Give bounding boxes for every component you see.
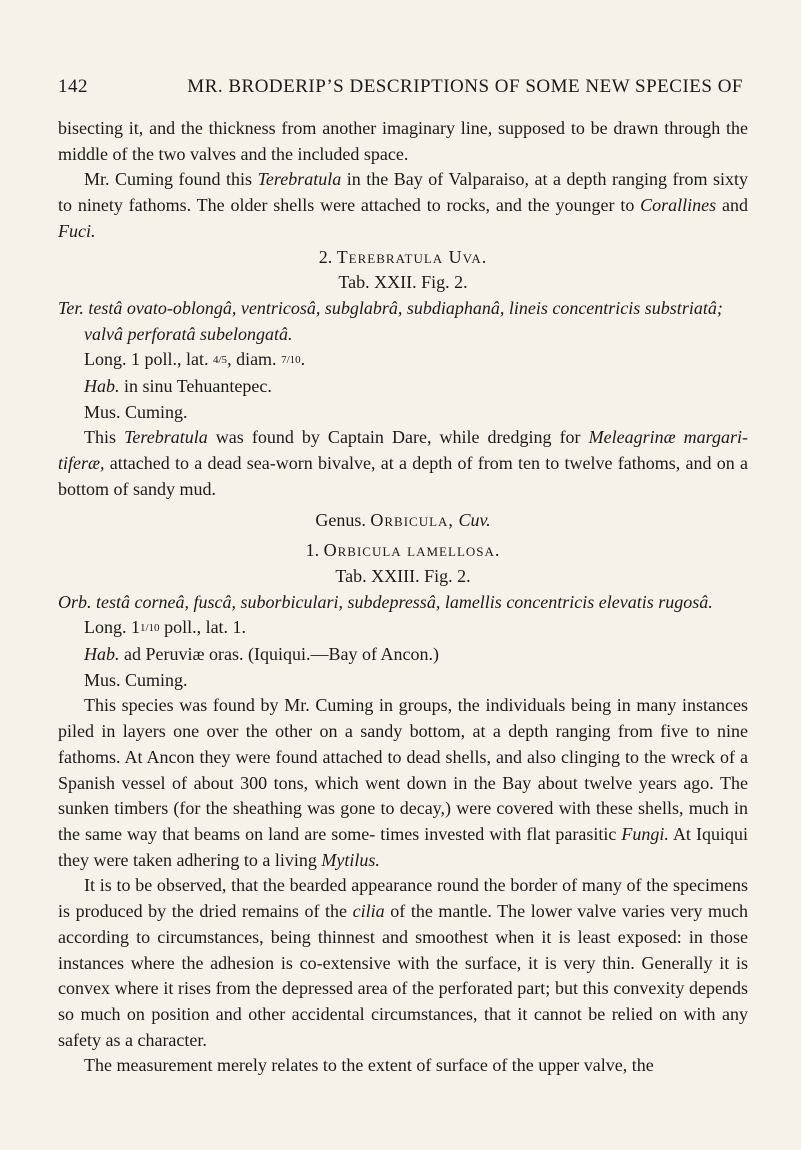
paragraph-valparaiso: Mr. Cuming found this Terebratula in the Bay of Valparaiso, at a depth ranging from sixty to ninety fathoms. The older shells were attached to rocks, and the younger to Corallines and Fuci. xyxy=(58,169,749,241)
measurements-uva: Long. 1 poll., lat. 4/5, diam. 7/10. xyxy=(84,349,306,370)
species-heading-lamellosa: 1. Orbicula lamellosa. xyxy=(305,540,501,561)
museum-uva: Mus. Cuming. xyxy=(84,401,188,422)
page-number: 142 xyxy=(58,76,88,97)
paragraph-lamellosa-measurement: The measurement merely relates to the extent of surface of the upper valve, the xyxy=(84,1055,654,1076)
paragraph-continuation: bisecting it, and the thickness from another imaginary line, supposed to be drawn through the middle of the two valves and the included space. xyxy=(58,118,748,164)
genus-heading: Genus. Orbicula, Cuv. xyxy=(315,509,491,530)
paragraph-lamellosa-cilia: It is to be observed, that the bearded appearance round the border of many of the specimens is produced by the dried remains of the cilia of the mantle. The lower valve varies very much according to circumstances, being thinnest and smoothest when it is least exposed: in those instances where the adhesion is co-extensive with the surface, it is very thin. Generally it is convex where it rises from the depressed area of the perforated part; but this convexity depends so much on position and other accidental circumstances, that it cannot be relied on with any safety as a character. xyxy=(58,875,748,1050)
plate-reference-lamellosa: Tab. XXIII. Fig. 2. xyxy=(335,565,471,586)
habitat-lamellosa: Hab. ad Peruviæ oras. (Iquiqui.—Bay of Ancon.) xyxy=(84,644,439,665)
species-heading-uva: 2. Terebratula Uva. xyxy=(318,246,488,267)
diagnosis-lamellosa: Orb. testâ corneâ, fuscâ, suborbiculari, subdepressâ, lamellis concentricis elevatis rugosâ. xyxy=(58,591,713,612)
museum-lamellosa: Mus. Cuming. xyxy=(84,669,188,690)
habitat-uva: Hab. in sinu Tehuantepec. xyxy=(84,376,272,397)
paragraph-uva-description: This Terebratula was found by Captain Dare, while dredging for Meleagrinæ margari- tiferæ, attached to a dead sea-worn bivalve, at a depth of from ten to twelve fathoms, and on a bottom of sandy mud. xyxy=(58,427,748,499)
running-header xyxy=(58,76,743,104)
diagnosis-uva: Ter. testâ ovato-oblongâ, ventricosâ, subglabrâ, subdiaphanâ, lineis concentricis substriatâ; valvâ perforatâ subelongatâ. xyxy=(58,297,723,344)
plate-reference-uva: Tab. XXII. Fig. 2. xyxy=(338,272,468,293)
paragraph-lamellosa-groups: This species was found by Mr. Cuming in groups, the individuals being in many instances piled in layers one over the other on a sandy bottom, at a depth ranging from five to nine fathoms. At Ancon they were found attached to dead shells, and also clinging to the wreck of a Spanish vessel of about 300 tons, which went down in the Bay about twelve years ago. The sunken timbers (for the sheathing was gone to decay,) were covered with these shells, much in the same way that beams on land are some- times invested with flat parasitic Fungi. At Iquiqui they were taken adhering to a living Mytilus. xyxy=(58,695,748,870)
page-body xyxy=(58,116,748,1079)
running-title: MR. BRODERIP’S DESCRIPTIONS OF SOME NEW SPECIES OF xyxy=(187,76,743,97)
measurements-lamellosa: Long. 11/10 poll., lat. 1. xyxy=(84,617,247,638)
